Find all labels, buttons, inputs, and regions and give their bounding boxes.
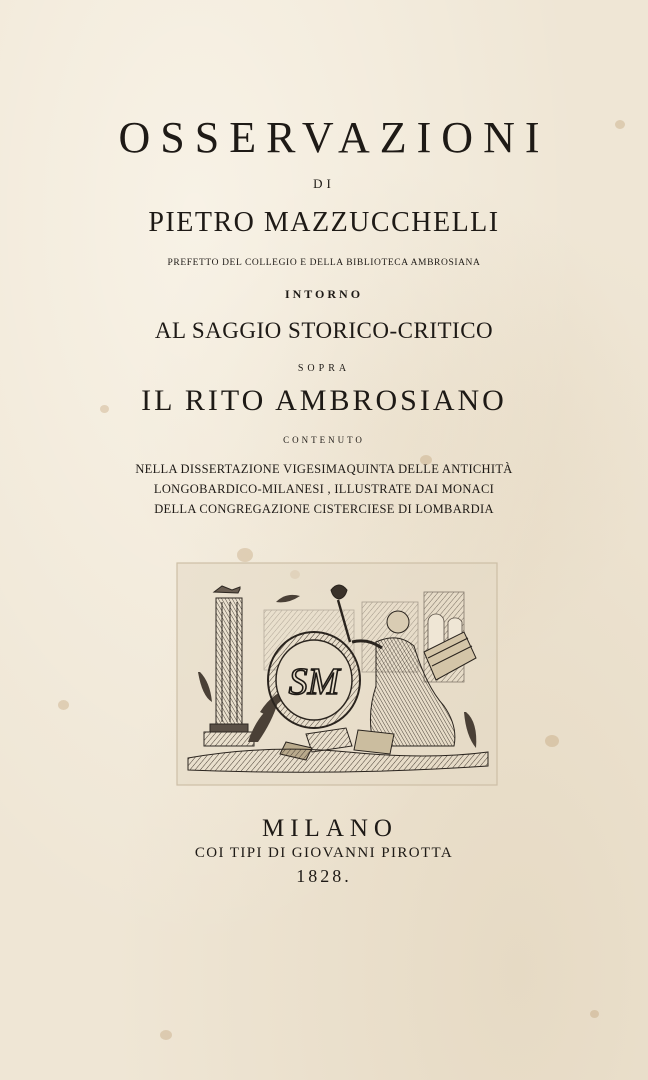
foxing-spot <box>590 1010 599 1018</box>
imprint-city: MILANO <box>262 815 398 842</box>
subject-rite: IL RITO AMBROSIANO <box>141 384 507 417</box>
imprint-year: 1828. <box>296 866 352 886</box>
foxing-spot <box>237 548 253 562</box>
contained-word: CONTENUTO <box>283 435 365 445</box>
description-line: NELLA DISSERTAZIONE VIGESIMAQUINTA DELLE ANTICHITÀ <box>135 462 513 476</box>
description-line: DELLA CONGREGAZIONE CISTERCIESE DI LOMBARDIA <box>154 502 494 516</box>
about-word: INTORNO <box>284 287 364 301</box>
description-line: LONGOBARDICO-MILANESI , ILLUSTRATE DAI MONACI <box>153 482 495 496</box>
on-word: SOPRA <box>297 363 351 374</box>
monogram-text: SM <box>288 661 340 703</box>
book-title: OSSERVAZIONI <box>118 113 550 162</box>
engraved-vignette <box>176 562 498 786</box>
foxing-spot <box>160 1030 172 1040</box>
author-role: PREFETTO DEL COLLEGIO E DELLA BIBLIOTECA AMBROSIANA <box>167 258 481 268</box>
author-preposition: DI <box>313 176 335 191</box>
author-name: PIETRO MAZZUCCHELLI <box>148 207 500 238</box>
foxing-spot <box>545 735 559 747</box>
imprint-printer: COI TIPI DI GIOVANNI PIROTTA <box>194 845 454 861</box>
subject-essay: AL SAGGIO STORICO-CRITICO <box>154 318 494 343</box>
monogram-medallion <box>268 632 360 728</box>
foxing-spot <box>58 700 69 710</box>
